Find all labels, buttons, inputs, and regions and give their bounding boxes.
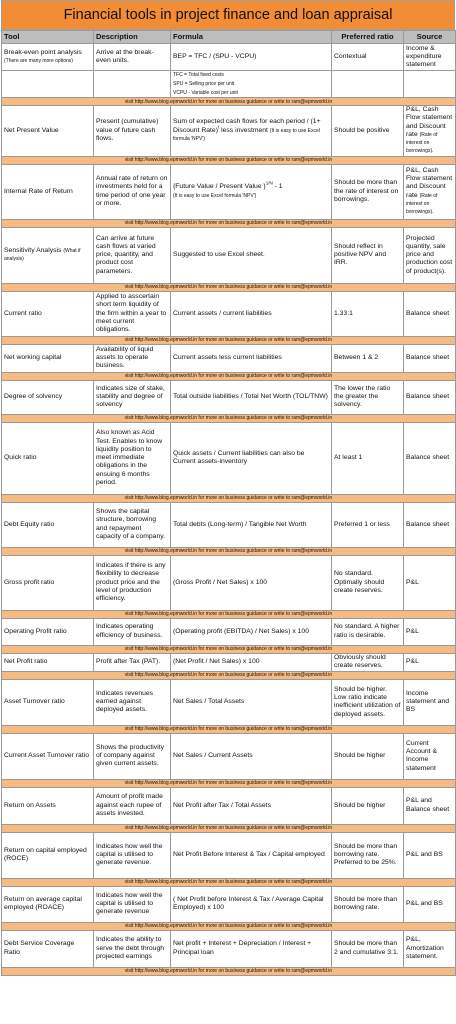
formula-note-row: SPU = Selling price per unit xyxy=(2,80,456,89)
description-cell: Amount of profit made against each rupee of assets invested. xyxy=(94,787,171,824)
table-row xyxy=(2,679,456,725)
table-row xyxy=(2,787,456,824)
preferred-cell: Should be higher xyxy=(332,787,404,824)
preferred-cell: The lower the ratio the greater the solvency. xyxy=(332,380,404,414)
formula-cell: {Future Value / Present Value }$^{1/N}$ - 1 (It is easy to use Excel formula 'NPV') xyxy=(171,164,332,219)
table-row xyxy=(2,164,456,219)
visit-row: visit http://www.blog.epmworld.in for more on business guidance or write to ram@epmworld.in xyxy=(2,967,456,975)
visit-row: visit http://www.blog.epmworld.in for more on business guidance or write to ram@epmworld.in xyxy=(2,547,456,555)
preferred-cell: Preferred 1 or less xyxy=(332,502,404,547)
preferred-cell: Should be more than the rate of interest on borrowings. xyxy=(332,164,404,219)
table-row xyxy=(2,886,456,922)
table-row xyxy=(2,832,456,878)
source-cell: Balance sheet xyxy=(404,380,456,414)
description-cell: Present (cumulative) value of future cash flows. xyxy=(94,106,171,157)
description-cell: Indicates revenues earned against deployed assets. xyxy=(94,679,171,725)
description-cell: Shows the productivity of company against given current assets. xyxy=(94,733,171,779)
preferred-cell: Obviously should create reserves. xyxy=(332,653,404,671)
header-row xyxy=(2,31,456,44)
visit-row: visit http://www.blog.epmworld.in for more on business guidance or write to ram@epmworld.in xyxy=(2,779,456,787)
ratio-rows xyxy=(2,291,456,975)
visit-row: visit http://www.blog.epmworld.in for more on business guidance or write to ram@epmworld.in xyxy=(2,725,456,733)
description-cell: Shows the capital structure, borrowing and repayment capacity of a company. xyxy=(94,502,171,547)
source-cell: P&L and BS xyxy=(404,886,456,922)
preferred-cell: Should be more than borrowing rate. xyxy=(332,886,404,922)
formula-cell: (Gross Profit / Net Sales) x 100 xyxy=(171,555,332,610)
description-cell: Can arrive at future cash flows at varied price, quantity, and product cost parameters. xyxy=(94,227,171,283)
tool-cell: Break-even point analysis (There are many more options) xyxy=(2,44,94,71)
table-row xyxy=(2,502,456,547)
tool-cell: Sensitivity Analysis (What if analysis) xyxy=(2,227,94,283)
sheet-title: Financial tools in project finance and loan appraisal xyxy=(1,0,455,30)
table-row xyxy=(2,930,456,967)
visit-row: visit http://www.blog.epmworld.in for more on business guidance or write to ram@epmworld.in xyxy=(2,219,456,227)
source-cell: Balance sheet xyxy=(404,422,456,494)
header-description: Description xyxy=(94,31,171,44)
formula-cell: Net Profit after Tax / Total Assets xyxy=(171,787,332,824)
description-cell: Indicates if there is any flexibility to decrease product price and the level of production efficiency. xyxy=(94,555,171,610)
table-row xyxy=(2,344,456,372)
tool-cell: Gross profit ratio xyxy=(2,555,94,610)
tool-cell: Return on Assets xyxy=(2,787,94,824)
formula-cell: Current assets less current liabilities xyxy=(171,344,332,372)
source-cell: Balance sheet xyxy=(404,291,456,336)
visit-row: visit http://www.blog.epmworld.in for more on business guidance or write to ram@epmworld.in xyxy=(2,98,456,106)
table-row xyxy=(2,380,456,414)
table-row xyxy=(2,422,456,494)
source-cell: Income statement and BS xyxy=(404,679,456,725)
table-row xyxy=(2,291,456,336)
visit-row: visit http://www.blog.epmworld.in for more on business guidance or write to ram@epmworld.in xyxy=(2,156,456,164)
visit-row: visit http://www.blog.epmworld.in for more on business guidance or write to ram@epmworld.in xyxy=(2,645,456,653)
preferred-cell: Should be higher. Low ratio indicate inefficient utilization of deployed assets. xyxy=(332,679,404,725)
description-cell: Indicates how well the capital is utilised to generate revenue. xyxy=(94,832,171,878)
header-preferred: Preferred ratio xyxy=(332,31,404,44)
tool-cell: Current ratio xyxy=(2,291,94,336)
visit-row: visit http://www.blog.epmworld.in for more on business guidance or write to ram@epmworld.in xyxy=(2,671,456,679)
formula-cell: BEP = TFC / (SPU - VCPU) xyxy=(171,44,332,71)
formula-cell: (Net Profit / Net Sales) x 100 xyxy=(171,653,332,671)
header-source: Source xyxy=(404,31,456,44)
source-cell: P&L, Cash Flow statement and Discount rate (Rate of interest on borrowings). xyxy=(404,106,456,157)
table-row xyxy=(2,227,456,283)
source-cell: P&L, Cash Flow statement and Discount rate (Rate of interest on borrowings). xyxy=(404,164,456,219)
tool-cell: Return on average capital employed (ROACE) xyxy=(2,886,94,922)
visit-row: visit http://www.blog.epmworld.in for more on business guidance or write to ram@epmworld.in xyxy=(2,824,456,832)
preferred-cell: Should reflect in positive NPV and IRR. xyxy=(332,227,404,283)
visit-row: visit http://www.blog.epmworld.in for more on business guidance or write to ram@epmworld.in xyxy=(2,336,456,344)
preferred-cell: No standard. Optimally should create reserves. xyxy=(332,555,404,610)
description-cell: Availability of liquid assets to operate business. xyxy=(94,344,171,372)
preferred-cell: 1.33:1 xyxy=(332,291,404,336)
tool-cell: Net Profit ratio xyxy=(2,653,94,671)
header-formula: Formula xyxy=(171,31,332,44)
formula-cell: Net profit + Interest + Depreciation / Interest + Principal loan xyxy=(171,930,332,967)
formula-cell: Current assets / current liabilities xyxy=(171,291,332,336)
source-cell: P&L and BS xyxy=(404,832,456,878)
source-cell: P&L, Amortization statement. xyxy=(404,930,456,967)
preferred-cell: At least 1 xyxy=(332,422,404,494)
source-cell: Balance sheet xyxy=(404,344,456,372)
preferred-cell: Should be higher xyxy=(332,733,404,779)
table-row xyxy=(2,44,456,71)
tool-cell: Operating Profit ratio xyxy=(2,618,94,645)
formula-cell: Total outside liabilities / Total Net Worth (TOL/TNW) xyxy=(171,380,332,414)
tool-cell: Internal Rate of Return xyxy=(2,164,94,219)
preferred-cell: Contextual xyxy=(332,44,404,71)
source-cell: P&L and Balance sheet xyxy=(404,787,456,824)
header-tool: Tool xyxy=(2,31,94,44)
description-cell: Indicates size of stake, stability and degree of solvency xyxy=(94,380,171,414)
tool-cell: Degree of solvency xyxy=(2,380,94,414)
description-cell: Profit after Tax (PAT). xyxy=(94,653,171,671)
table-row xyxy=(2,618,456,645)
preferred-cell: No standard. A higher ratio is desirable. xyxy=(332,618,404,645)
visit-row: visit http://www.blog.epmworld.in for more on business guidance or write to ram@epmworld.in xyxy=(2,372,456,380)
spreadsheet xyxy=(1,0,455,976)
source-cell: Projected quantity, sale price and production cost of product(s). xyxy=(404,227,456,283)
preferred-cell: Between 1 & 2 xyxy=(332,344,404,372)
tool-cell: Net working capital xyxy=(2,344,94,372)
source-cell: Income & expenditure statement xyxy=(404,44,456,71)
description-cell: Indicates operating efficiency of business. xyxy=(94,618,171,645)
preferred-cell: Should be more than borrowing rate. Preferred to be 25%. xyxy=(332,832,404,878)
description-cell: Applied to asscertain short term liquidity of the firm within a year to meet current obligations. xyxy=(94,291,171,336)
formula-cell: (Operating profit (EBITDA) / Net Sales) x 100 xyxy=(171,618,332,645)
formula-cell: Sum of expected cash flows for each period / (1+ Discount Rate)$^t$ less investment (It is easy to use Excel formula 'NPV') xyxy=(171,106,332,157)
formula-cell: Net Sales / Current Assets xyxy=(171,733,332,779)
table-row xyxy=(2,106,456,157)
tool-cell: Debt Equity ratio xyxy=(2,502,94,547)
visit-row: visit http://www.blog.epmworld.in for more on business guidance or write to ram@epmworld.in xyxy=(2,610,456,618)
formula-note-row: TFC = Total fixed costs xyxy=(2,71,456,80)
visit-row: visit http://www.blog.epmworld.in for more on business guidance or write to ram@epmworld.in xyxy=(2,922,456,930)
tool-cell: Asset Turnover ratio xyxy=(2,679,94,725)
source-cell: P&L xyxy=(404,618,456,645)
preferred-cell: Should be positive xyxy=(332,106,404,157)
description-cell: Arrive at the break-even units. xyxy=(94,44,171,71)
source-cell: Current Account & Income statement xyxy=(404,733,456,779)
formula-cell: Net Sales / Total Assets xyxy=(171,679,332,725)
formula-cell: Quick assets / Current liabilities can also be Current assets-inventory xyxy=(171,422,332,494)
table-row xyxy=(2,555,456,610)
visit-row: visit http://www.blog.epmworld.in for more on business guidance or write to ram@epmworld.in xyxy=(2,494,456,502)
formula-cell: Net Profit Before Interest & Tax / Capital employed xyxy=(171,832,332,878)
visit-row: visit http://www.blog.epmworld.in for more on business guidance or write to ram@epmworld.in xyxy=(2,283,456,291)
visit-row: visit http://www.blog.epmworld.in for more on business guidance or write to ram@epmworld.in xyxy=(2,414,456,422)
source-cell: Balance sheet xyxy=(404,502,456,547)
tool-cell: Net Present Value xyxy=(2,106,94,157)
tool-cell: Return on capital employed (ROCE) xyxy=(2,832,94,878)
formula-cell: ( Net Profit before Interest & Tax / Average Capital Employed) x 100 xyxy=(171,886,332,922)
source-cell: P&L xyxy=(404,555,456,610)
source-cell: P&L xyxy=(404,653,456,671)
formula-cell: Total debts (Long-term) / Tangible Net Worth xyxy=(171,502,332,547)
ratio-table xyxy=(1,30,456,976)
formula-note-row: VCPU - Variable cost per unit xyxy=(2,89,456,98)
tool-cell: Current Asset Turnover ratio xyxy=(2,733,94,779)
description-cell: Also known as Acid Test. Enables to know liquidity position to meet immediate obligations in the ensuing 6 months period. xyxy=(94,422,171,494)
description-cell: Indicates the ability to serve the debt through projected earnings xyxy=(94,930,171,967)
table-row xyxy=(2,653,456,671)
visit-row: visit http://www.blog.epmworld.in for more on business guidance or write to ram@epmworld.in xyxy=(2,878,456,886)
tool-cell: Debt Service Coverage Ratio xyxy=(2,930,94,967)
preferred-cell: Should be more than 2 and cumulative 3:1. xyxy=(332,930,404,967)
tool-cell: Quick ratio xyxy=(2,422,94,494)
description-cell: Annual rate of return on investments held for a time period of one year or more. xyxy=(94,164,171,219)
description-cell: Indicates how well the capital is utilised to generate revenue xyxy=(94,886,171,922)
formula-cell: Suggested to use Excel sheet. xyxy=(171,227,332,283)
table-row xyxy=(2,733,456,779)
